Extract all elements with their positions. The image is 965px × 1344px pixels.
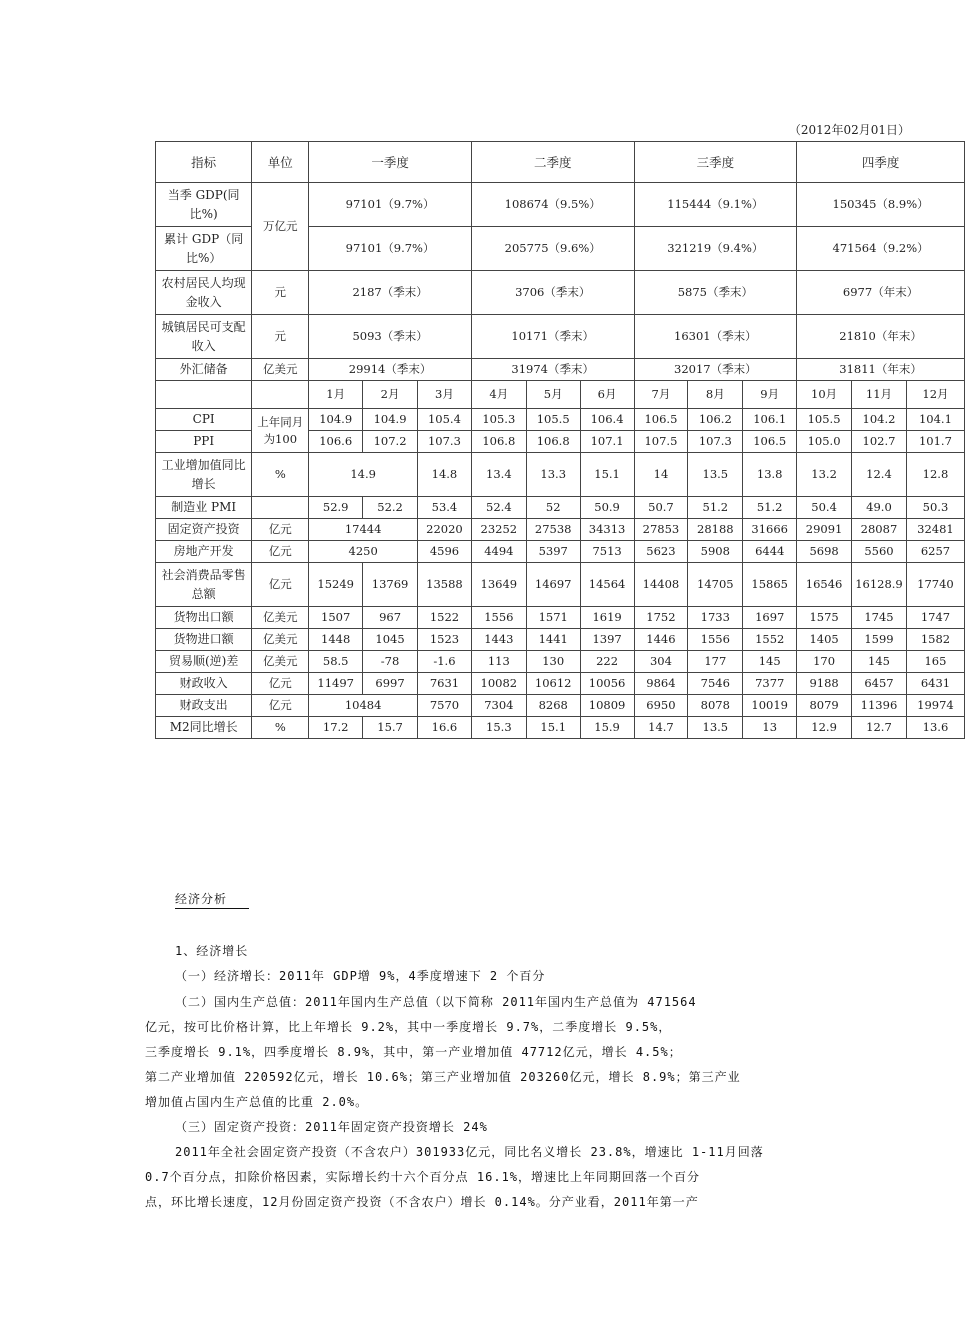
table-cell: 13588	[418, 563, 472, 607]
table-cell: 106.5	[743, 431, 797, 453]
table-cell: 13.4	[471, 453, 526, 497]
table-cell: 5093（季末）	[309, 315, 472, 359]
table-cell: 51.2	[743, 497, 797, 519]
table-cell: 15865	[743, 563, 797, 607]
table-cell: 28087	[852, 519, 907, 541]
table-cell: 1599	[852, 629, 907, 651]
table-cell: 107.1	[580, 431, 634, 453]
table-header-row	[156, 142, 965, 183]
row-unit: 亿元	[252, 541, 309, 563]
table-cell: 107.3	[418, 431, 472, 453]
table-cell: 13649	[471, 563, 526, 607]
table-cell: 102.7	[852, 431, 907, 453]
row-unit: %	[252, 717, 309, 739]
table-cell: 967	[363, 607, 418, 629]
table-cell: 31811（年末）	[797, 359, 965, 381]
analysis-line: 1、经济增长	[175, 944, 249, 958]
row-label: PPI	[156, 431, 252, 453]
table-cell: 6997	[363, 673, 418, 695]
month-header: 5月	[526, 381, 580, 409]
table-cell: 1441	[526, 629, 580, 651]
table-row	[156, 183, 965, 227]
table-cell: 31666	[743, 519, 797, 541]
table-cell: 52.9	[309, 497, 363, 519]
month-header: 7月	[634, 381, 688, 409]
table-cell: 106.8	[471, 431, 526, 453]
row-label: 农村居民人均现金收入	[156, 271, 252, 315]
row-unit: 上年同月为100	[252, 409, 309, 453]
table-cell: 10056	[580, 673, 634, 695]
table-cell: 1582	[906, 629, 964, 651]
table-cell: 49.0	[852, 497, 907, 519]
table-cell: 106.8	[526, 431, 580, 453]
table-cell: 50.9	[580, 497, 634, 519]
table-cell: 19974	[906, 695, 964, 717]
analysis-line: 亿元，按可比价格计算，比上年增长 9.2%，其中一季度增长 9.7%，二季度增长 9.5%，	[145, 1020, 672, 1034]
row-label: 外汇储备	[156, 359, 252, 381]
table-cell: 321219（9.4%）	[634, 227, 797, 271]
row-unit: 万亿元	[252, 183, 309, 271]
analysis-line: 0.7个百分点，扣除价格因素，实际增长约十六个百分点 16.1%，增速比上年同期回落一个百分	[145, 1170, 701, 1184]
table-cell: 16301（季末）	[634, 315, 797, 359]
table-cell: 1523	[418, 629, 472, 651]
table-cell: 10612	[526, 673, 580, 695]
analysis-line: 增加值占国内生产总值的比重 2.0%。	[145, 1095, 369, 1109]
row-label: 累计 GDP（同比%）	[156, 227, 252, 271]
table-cell: 53.4	[418, 497, 472, 519]
table-row	[156, 629, 965, 651]
table-cell: 7631	[418, 673, 472, 695]
table-cell: 14705	[688, 563, 743, 607]
row-label: 房地产开发	[156, 541, 252, 563]
table-cell: 5560	[852, 541, 907, 563]
row-label: 社会消费品零售总额	[156, 563, 252, 607]
table-cell: 34313	[580, 519, 634, 541]
analysis-line: （三）固定资产投资：2011年固定资产投资增长 24%	[175, 1120, 488, 1134]
table-row	[156, 717, 965, 739]
table-cell: 16128.9	[852, 563, 907, 607]
table-cell: 304	[634, 651, 688, 673]
table-cell: 1697	[743, 607, 797, 629]
row-unit: 亿元	[252, 519, 309, 541]
table-cell: 14	[634, 453, 688, 497]
month-header: 6月	[580, 381, 634, 409]
table-cell: -1.6	[418, 651, 472, 673]
table-cell: 108674（9.5%）	[471, 183, 634, 227]
row-unit: 元	[252, 315, 309, 359]
table-cell: 52.4	[471, 497, 526, 519]
table-cell: 50.7	[634, 497, 688, 519]
table-cell: 14.8	[418, 453, 472, 497]
table-cell: 12.9	[797, 717, 852, 739]
row-unit: 亿美元	[252, 651, 309, 673]
table-cell: 205775（9.6%）	[471, 227, 634, 271]
row-unit: %	[252, 453, 309, 497]
table-cell: 113	[471, 651, 526, 673]
table-cell: 107.3	[688, 431, 743, 453]
analysis-title: 经济分析	[175, 890, 249, 909]
table-cell: 1446	[634, 629, 688, 651]
table-cell: 10809	[580, 695, 634, 717]
table-cell: 14.7	[634, 717, 688, 739]
row-label: 制造业 PMI	[156, 497, 252, 519]
table-cell: 7377	[743, 673, 797, 695]
table-row	[156, 607, 965, 629]
table-cell: 106.1	[743, 409, 797, 431]
analysis-line: 三季度增长 9.1%，四季度增长 8.9%，其中，第一产业增加值 47712亿元，增长 4.5%；	[145, 1045, 682, 1059]
table-cell: 6444	[743, 541, 797, 563]
table-cell: 7304	[471, 695, 526, 717]
table-cell: 105.4	[418, 409, 472, 431]
table-cell: 165	[906, 651, 964, 673]
table-cell: 8079	[797, 695, 852, 717]
table-cell: 104.9	[363, 409, 418, 431]
table-cell: 13769	[363, 563, 418, 607]
table-cell: 1575	[797, 607, 852, 629]
table-cell: 22020	[418, 519, 472, 541]
month-header: 10月	[797, 381, 852, 409]
table-row	[156, 541, 965, 563]
table-cell: 4494	[471, 541, 526, 563]
table-cell: 6431	[906, 673, 964, 695]
table-cell: 29091	[797, 519, 852, 541]
table-cell: 13.2	[797, 453, 852, 497]
analysis-line: （一）经济增长：2011年 GDP增 9%，4季度增速下 2 个百分	[175, 969, 546, 983]
table-cell: 16.6	[418, 717, 472, 739]
row-unit: 元	[252, 271, 309, 315]
table-cell: 2187（季末）	[309, 271, 472, 315]
table-cell: 5698	[797, 541, 852, 563]
row-label: 城镇居民可支配收入	[156, 315, 252, 359]
months-header-row	[156, 381, 965, 409]
table-cell: 145	[852, 651, 907, 673]
month-header: 11月	[852, 381, 907, 409]
table-cell: 5623	[634, 541, 688, 563]
table-cell: 1507	[309, 607, 363, 629]
table-cell: 12.4	[852, 453, 907, 497]
table-cell: 50.3	[906, 497, 964, 519]
month-header: 9月	[743, 381, 797, 409]
table-cell: 222	[580, 651, 634, 673]
table-cell: 8268	[526, 695, 580, 717]
table-cell: 6950	[634, 695, 688, 717]
empty-cell	[252, 381, 309, 409]
header-indicator: 指标	[156, 142, 252, 183]
table-cell: 14564	[580, 563, 634, 607]
table-cell: 145	[743, 651, 797, 673]
table-cell: 106.5	[634, 409, 688, 431]
table-cell: 17740	[906, 563, 964, 607]
table-cell: 11497	[309, 673, 363, 695]
row-unit: 亿元	[252, 673, 309, 695]
table-cell: 52	[526, 497, 580, 519]
row-label: 货物进口额	[156, 629, 252, 651]
table-cell: 17.2	[309, 717, 363, 739]
table-cell: 97101（9.7%）	[309, 227, 472, 271]
table-cell: 4596	[418, 541, 472, 563]
table-cell: 13.5	[688, 453, 743, 497]
table-cell: 1397	[580, 629, 634, 651]
row-label: 贸易顺(逆)差	[156, 651, 252, 673]
analysis-line: 点，环比增长速度，12月份固定资产投资（不含农户）增长 0.14%。分产业看，2011年第一产	[145, 1195, 699, 1209]
table-row	[156, 497, 965, 519]
table-cell: 10082	[471, 673, 526, 695]
row-unit	[252, 497, 309, 519]
table-cell: 1552	[743, 629, 797, 651]
table-cell: 1443	[471, 629, 526, 651]
table-cell: 15.1	[526, 717, 580, 739]
table-cell: 5397	[526, 541, 580, 563]
row-label: 财政收入	[156, 673, 252, 695]
table-cell: 106.2	[688, 409, 743, 431]
table-cell: 13.8	[743, 453, 797, 497]
header-unit: 单位	[252, 142, 309, 183]
table-cell: 1752	[634, 607, 688, 629]
table-row	[156, 315, 965, 359]
row-unit: 亿美元	[252, 607, 309, 629]
table-cell: 105.0	[797, 431, 852, 453]
table-cell: 150345（8.9%）	[797, 183, 965, 227]
table-cell: 106.4	[580, 409, 634, 431]
row-label: 当季 GDP(同比%)	[156, 183, 252, 227]
row-unit: 亿元	[252, 563, 309, 607]
table-cell: 1747	[906, 607, 964, 629]
table-cell: 28188	[688, 519, 743, 541]
table-row	[156, 453, 965, 497]
table-cell: 9864	[634, 673, 688, 695]
row-label: 货物出口额	[156, 607, 252, 629]
table-cell: 1556	[688, 629, 743, 651]
table-cell: 13.6	[906, 717, 964, 739]
table-cell: 7513	[580, 541, 634, 563]
table-cell: 10484	[309, 695, 418, 717]
row-unit: 亿元	[252, 695, 309, 717]
table-cell: 13.3	[526, 453, 580, 497]
table-cell: 27538	[526, 519, 580, 541]
table-cell: 1733	[688, 607, 743, 629]
table-cell: 104.1	[906, 409, 964, 431]
table-row	[156, 409, 965, 431]
row-label: 工业增加值同比增长	[156, 453, 252, 497]
row-label: M2同比增长	[156, 717, 252, 739]
table-cell: 6457	[852, 673, 907, 695]
table-cell: 3706（季末）	[471, 271, 634, 315]
table-cell: 14.9	[309, 453, 418, 497]
table-row	[156, 359, 965, 381]
table-cell: 1745	[852, 607, 907, 629]
analysis-line: 第二产业增加值 220592亿元，增长 10.6%；第三产业增加值 203260亿元，增长 8.9%；第三产业	[145, 1070, 741, 1084]
header-q3: 三季度	[634, 142, 797, 183]
table-cell: 177	[688, 651, 743, 673]
table-cell: 115444（9.1%）	[634, 183, 797, 227]
table-cell: 106.6	[309, 431, 363, 453]
table-cell: 104.9	[309, 409, 363, 431]
row-unit: 亿美元	[252, 629, 309, 651]
table-cell: 105.5	[526, 409, 580, 431]
table-cell: 107.5	[634, 431, 688, 453]
table-cell: 5875（季末）	[634, 271, 797, 315]
table-row	[156, 651, 965, 673]
table-cell: 6977（年末）	[797, 271, 965, 315]
table-cell: 107.2	[363, 431, 418, 453]
table-cell: 29914（季末）	[309, 359, 472, 381]
table-cell: 58.5	[309, 651, 363, 673]
table-cell: 14697	[526, 563, 580, 607]
table-cell: 23252	[471, 519, 526, 541]
table-cell: 104.2	[852, 409, 907, 431]
analysis-line: 2011年全社会固定资产投资（不含农户）301933亿元，同比名义增长 23.8%，增速比 1-11月回落	[175, 1145, 764, 1159]
month-header: 8月	[688, 381, 743, 409]
report-date: （2012年02月01日）	[788, 123, 910, 137]
table-row	[156, 563, 965, 607]
table-cell: 130	[526, 651, 580, 673]
month-header: 12月	[906, 381, 964, 409]
table-cell: 17444	[309, 519, 418, 541]
table-cell: 32017（季末）	[634, 359, 797, 381]
table-cell: 8078	[688, 695, 743, 717]
table-cell: 12.7	[852, 717, 907, 739]
table-cell: 10019	[743, 695, 797, 717]
table-cell: 15.1	[580, 453, 634, 497]
table-cell: 1405	[797, 629, 852, 651]
table-cell: 11396	[852, 695, 907, 717]
table-cell: -78	[363, 651, 418, 673]
table-cell: 1045	[363, 629, 418, 651]
table-cell: 13	[743, 717, 797, 739]
table-cell: 15.9	[580, 717, 634, 739]
table-cell: 16546	[797, 563, 852, 607]
table-row	[156, 673, 965, 695]
analysis-line: （二）国内生产总值：2011年国内生产总值（以下简称 2011年国内生产总值为 471564	[175, 995, 697, 1009]
table-cell: 15249	[309, 563, 363, 607]
table-cell: 9188	[797, 673, 852, 695]
table-cell: 1571	[526, 607, 580, 629]
header-q1: 一季度	[309, 142, 472, 183]
table-cell: 13.5	[688, 717, 743, 739]
empty-cell	[156, 381, 252, 409]
row-unit: 亿美元	[252, 359, 309, 381]
month-header: 2月	[363, 381, 418, 409]
table-cell: 5908	[688, 541, 743, 563]
table-cell: 51.2	[688, 497, 743, 519]
table-row	[156, 271, 965, 315]
table-cell: 15.3	[471, 717, 526, 739]
table-cell: 101.7	[906, 431, 964, 453]
table-row	[156, 695, 965, 717]
table-cell: 105.5	[797, 409, 852, 431]
row-label: CPI	[156, 409, 252, 431]
header-q4: 四季度	[797, 142, 965, 183]
month-header: 1月	[309, 381, 363, 409]
table-cell: 7570	[418, 695, 472, 717]
table-cell: 50.4	[797, 497, 852, 519]
table-cell: 7546	[688, 673, 743, 695]
table-cell: 170	[797, 651, 852, 673]
table-cell: 471564（9.2%）	[797, 227, 965, 271]
month-header: 4月	[471, 381, 526, 409]
table-cell: 1448	[309, 629, 363, 651]
table-cell: 14408	[634, 563, 688, 607]
table-cell: 10171（季末）	[471, 315, 634, 359]
table-cell: 105.3	[471, 409, 526, 431]
table-cell: 31974（季末）	[471, 359, 634, 381]
table-cell: 27853	[634, 519, 688, 541]
table-cell: 12.8	[906, 453, 964, 497]
table-cell: 4250	[309, 541, 418, 563]
table-row	[156, 519, 965, 541]
row-label: 财政支出	[156, 695, 252, 717]
table-cell: 97101（9.7%）	[309, 183, 472, 227]
economic-indicators-table	[155, 141, 965, 739]
row-label: 固定资产投资	[156, 519, 252, 541]
table-cell: 1556	[471, 607, 526, 629]
table-cell: 52.2	[363, 497, 418, 519]
table-cell: 1619	[580, 607, 634, 629]
table-cell: 1522	[418, 607, 472, 629]
header-q2: 二季度	[471, 142, 634, 183]
table-cell: 6257	[906, 541, 964, 563]
month-header: 3月	[418, 381, 472, 409]
table-cell: 32481	[906, 519, 964, 541]
table-cell: 21810（年末）	[797, 315, 965, 359]
table-cell: 15.7	[363, 717, 418, 739]
